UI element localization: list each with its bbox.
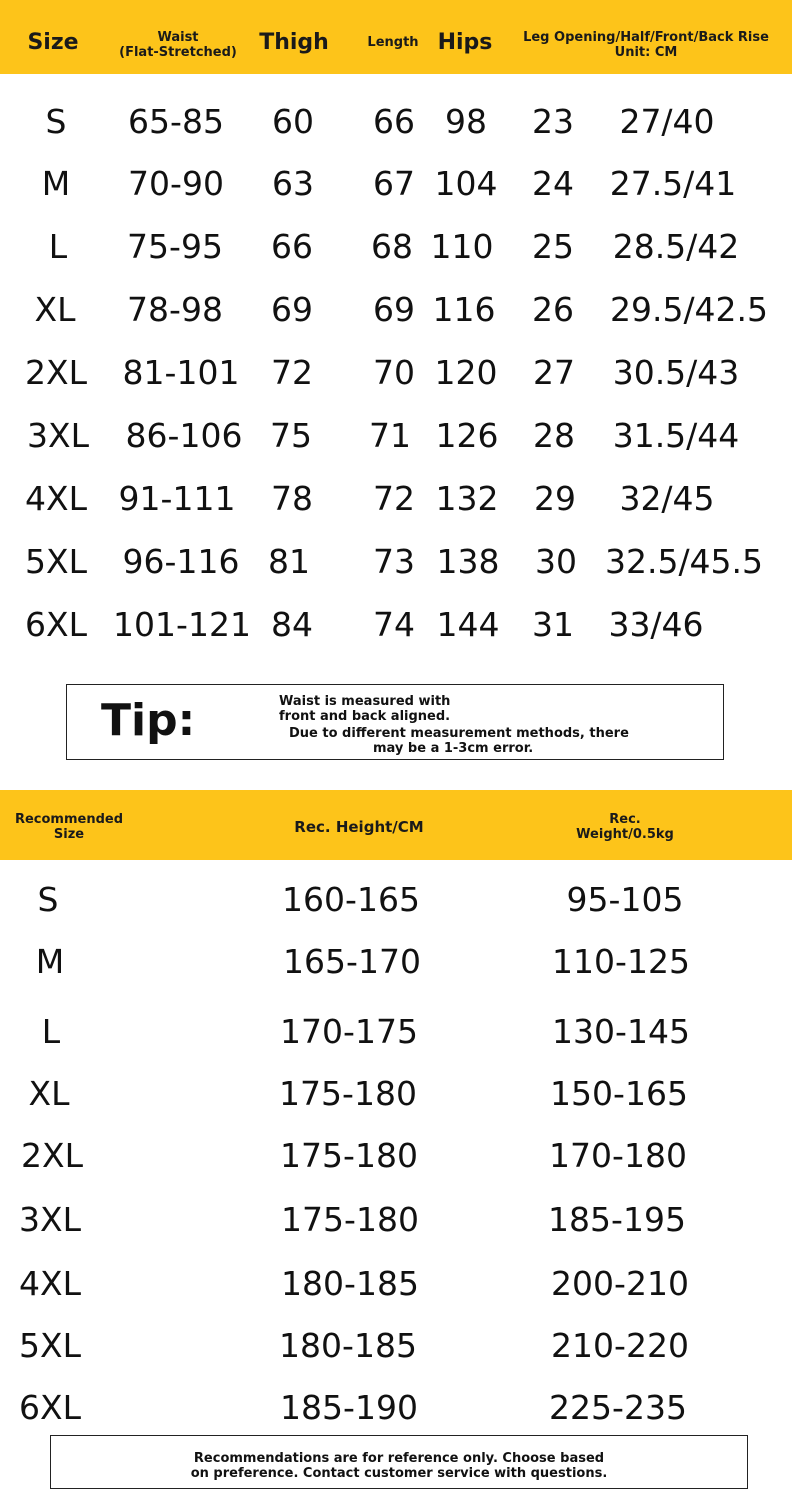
cell-hips: 138 — [436, 542, 500, 581]
header-waist-line2: (Flat-Stretched) — [119, 45, 237, 60]
cell-thigh: 66 — [271, 227, 313, 266]
cell-hips: 104 — [434, 164, 498, 203]
cell-rise: 29.5/42.5 — [609, 290, 769, 329]
tip-line-3: Due to different measurement methods, there — [289, 726, 629, 741]
tip-line-2: front and back aligned. — [279, 709, 451, 724]
cell-length: 70 — [373, 353, 415, 392]
cell-hips: 132 — [435, 479, 499, 518]
rec-row — [0, 1002, 792, 1062]
cell-waist: 91-111 — [118, 479, 236, 518]
cell-rec-size: XL — [28, 1074, 70, 1113]
cell-length: 73 — [373, 542, 415, 581]
cell-length: 68 — [371, 227, 413, 266]
cell-rec-weight: 225-235 — [549, 1388, 687, 1427]
cell-leg: 26 — [532, 290, 574, 329]
cell-rec-height: 160-165 — [282, 880, 420, 919]
cell-size: L — [48, 227, 68, 266]
cell-size: S — [45, 102, 67, 141]
footer-note-box — [50, 1435, 748, 1489]
cell-rec-weight: 185-195 — [548, 1200, 686, 1239]
header-hips: Hips — [437, 30, 493, 55]
cell-rec-weight: 200-210 — [551, 1264, 689, 1303]
size-row — [0, 154, 792, 214]
cell-length: 67 — [373, 164, 415, 203]
cell-rec-height: 180-185 — [279, 1326, 417, 1365]
size-row — [0, 532, 792, 592]
cell-length: 71 — [369, 416, 411, 455]
cell-rec-height: 175-180 — [280, 1136, 418, 1175]
cell-thigh: 78 — [271, 479, 313, 518]
cell-size: 2XL — [25, 353, 87, 392]
cell-waist: 86-106 — [125, 416, 243, 455]
rec-row — [0, 932, 792, 992]
cell-leg: 28 — [533, 416, 575, 455]
cell-rec-size: 5XL — [19, 1326, 81, 1365]
header-rec-weight-line2: Weight/0.5kg — [576, 827, 674, 842]
header-leg-line1: Leg Opening/Half/Front/Back Rise — [523, 30, 769, 45]
cell-leg: 27 — [533, 353, 575, 392]
rec-row — [0, 1378, 792, 1438]
cell-rise: 27/40 — [619, 102, 715, 141]
cell-rec-height: 165-170 — [283, 942, 421, 981]
size-row — [0, 406, 792, 466]
cell-size: M — [41, 164, 71, 203]
footer-line-2: on preference. Contact customer service with questions. — [190, 1466, 608, 1481]
header-rec-weight-line1: Rec. — [609, 812, 641, 827]
cell-rec-size: 6XL — [19, 1388, 81, 1427]
cell-length: 66 — [373, 102, 415, 141]
rec-row — [0, 1064, 792, 1124]
cell-rec-weight: 170-180 — [549, 1136, 687, 1175]
size-row — [0, 469, 792, 529]
size-row — [0, 595, 792, 655]
cell-rise: 27.5/41 — [609, 164, 737, 203]
cell-waist: 65-85 — [128, 102, 224, 141]
cell-rec-weight: 130-145 — [552, 1012, 690, 1051]
cell-size: 3XL — [27, 416, 89, 455]
cell-hips: 144 — [436, 605, 500, 644]
cell-rec-height: 175-180 — [279, 1074, 417, 1113]
cell-rise: 30.5/43 — [612, 353, 740, 392]
tip-box — [66, 684, 724, 760]
header-leg-line2: Unit: CM — [614, 45, 678, 60]
cell-size: 4XL — [25, 479, 87, 518]
cell-rise: 32.5/45.5 — [604, 542, 764, 581]
cell-rise: 31.5/44 — [612, 416, 740, 455]
cell-rec-weight: 110-125 — [552, 942, 690, 981]
cell-leg: 25 — [532, 227, 574, 266]
size-row — [0, 217, 792, 277]
cell-rec-size: 3XL — [19, 1200, 81, 1239]
cell-thigh: 84 — [271, 605, 313, 644]
size-row — [0, 343, 792, 403]
cell-length: 72 — [373, 479, 415, 518]
cell-rec-size: 2XL — [21, 1136, 83, 1175]
cell-length: 74 — [373, 605, 415, 644]
cell-size: 6XL — [25, 605, 87, 644]
cell-rec-height: 170-175 — [280, 1012, 418, 1051]
rec-row — [0, 1254, 792, 1314]
cell-waist: 78-98 — [127, 290, 223, 329]
cell-rec-size: L — [41, 1012, 61, 1051]
cell-rec-size: S — [37, 880, 59, 919]
cell-rec-height: 180-185 — [281, 1264, 419, 1303]
cell-waist: 96-116 — [122, 542, 240, 581]
tip-label: Tip: — [101, 695, 196, 746]
cell-hips: 126 — [435, 416, 499, 455]
cell-hips: 98 — [445, 102, 487, 141]
cell-rec-height: 185-190 — [280, 1388, 418, 1427]
size-table-header-band — [0, 0, 792, 74]
cell-leg: 23 — [532, 102, 574, 141]
cell-thigh: 69 — [271, 290, 313, 329]
cell-leg: 24 — [532, 164, 574, 203]
cell-leg: 29 — [534, 479, 576, 518]
header-size: Size — [27, 30, 79, 55]
cell-rec-size: M — [35, 942, 65, 981]
cell-thigh: 63 — [272, 164, 314, 203]
cell-size: 5XL — [25, 542, 87, 581]
size-row — [0, 280, 792, 340]
cell-hips: 110 — [430, 227, 494, 266]
rec-row — [0, 1190, 792, 1250]
footer-line-1: Recommendations are for reference only. Choose based — [193, 1451, 605, 1466]
cell-thigh: 60 — [272, 102, 314, 141]
cell-rec-size: 4XL — [19, 1264, 81, 1303]
rec-row — [0, 870, 792, 930]
cell-waist: 75-95 — [127, 227, 223, 266]
cell-rec-height: 175-180 — [281, 1200, 419, 1239]
cell-leg: 31 — [532, 605, 574, 644]
cell-rise: 33/46 — [608, 605, 704, 644]
size-row — [0, 92, 792, 152]
header-rec-size-line1: Recommended — [14, 812, 124, 827]
cell-rise: 28.5/42 — [612, 227, 740, 266]
header-rec-size-line2: Size — [53, 827, 85, 842]
cell-thigh: 75 — [270, 416, 312, 455]
cell-leg: 30 — [535, 542, 577, 581]
cell-thigh: 72 — [271, 353, 313, 392]
cell-rec-weight: 150-165 — [550, 1074, 688, 1113]
cell-waist: 101-121 — [113, 605, 251, 644]
cell-hips: 116 — [432, 290, 496, 329]
header-thigh: Thigh — [259, 30, 329, 55]
header-waist-line1: Waist — [157, 30, 199, 45]
rec-row — [0, 1316, 792, 1376]
header-length: Length — [367, 35, 419, 50]
cell-waist: 81-101 — [122, 353, 240, 392]
cell-rec-weight: 210-220 — [551, 1326, 689, 1365]
tip-line-1: Waist is measured with — [279, 694, 451, 709]
cell-hips: 120 — [434, 353, 498, 392]
cell-waist: 70-90 — [128, 164, 224, 203]
rec-row — [0, 1126, 792, 1186]
cell-rise: 32/45 — [619, 479, 715, 518]
cell-length: 69 — [373, 290, 415, 329]
cell-thigh: 81 — [268, 542, 310, 581]
rec-table-header-band — [0, 790, 792, 860]
cell-size: XL — [34, 290, 76, 329]
tip-line-4: may be a 1-3cm error. — [373, 741, 534, 756]
cell-rec-weight: 95-105 — [566, 880, 684, 919]
header-rec-height: Rec. Height/CM — [294, 818, 424, 836]
